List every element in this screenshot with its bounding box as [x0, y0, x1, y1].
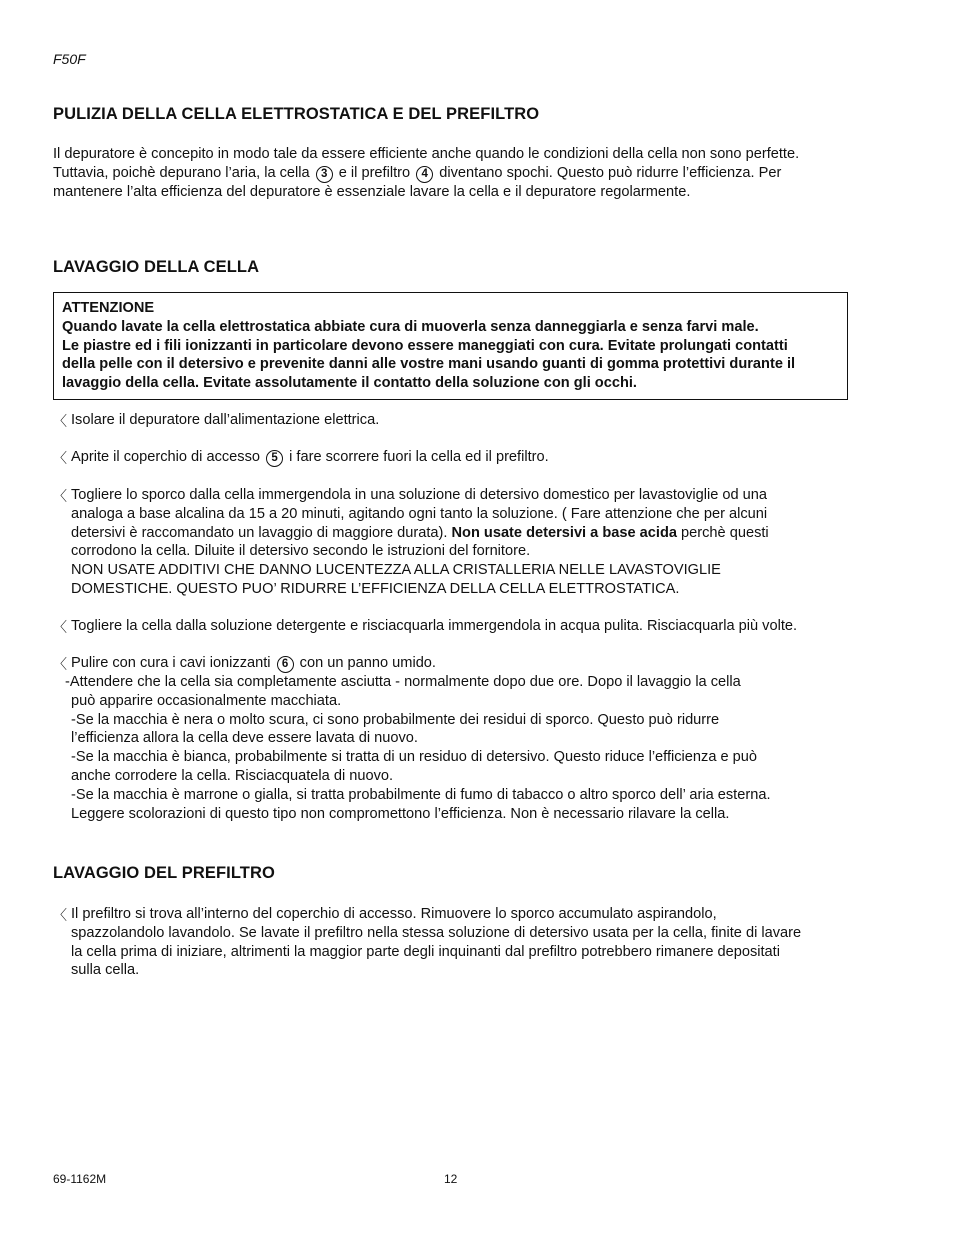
step-text: -Attendere che la cella sia completamente asciutta - normalmente dopo due ore. Dopo il lavaggio la cella: [65, 674, 741, 690]
step-text-part: Pulire con cura i cavi ionizzanti: [71, 655, 271, 671]
step-text: analoga a base alcalina da 15 a 20 minuti, agitando ogni tanto la soluzione. ( Fare attenzione che per alcuni: [71, 505, 768, 522]
prefilter-paragraph: [71, 905, 861, 980]
step-text-bold: Non usate detersivi a base acida: [451, 524, 677, 541]
warning-line: Le piastre ed i fili ionizzanti in particolare devono essere maneggiati con cura. Evitate prolungati contatti: [62, 337, 788, 354]
bullet-icon: 〈: [53, 450, 67, 466]
section-title-cleaning: PULIZIA DELLA CELLA ELETTROSTATICA E DEL PREFILTRO: [53, 105, 540, 123]
prefilter-line: spazzolandolo lavandolo. Se lavate il prefiltro nella stessa soluzione di detersivo usata per la cella, finite di lavare: [71, 924, 802, 941]
step-text: può apparire occasionalmente macchiata.: [71, 692, 342, 709]
model-name: F50F: [53, 51, 86, 67]
part-number-6: 6: [277, 656, 294, 673]
page-number: 12: [444, 1172, 458, 1186]
step-text: corrodono la cella. Diluite il detersivo secondo le istruzioni del fornitore.: [71, 543, 531, 560]
intro-line: [53, 164, 853, 183]
step-1: [71, 411, 861, 430]
intro-paragraph: [53, 145, 853, 202]
intro-text: diventano spochi. Questo può ridurre l’efficienza. Per: [439, 164, 782, 181]
step-text: -Se la macchia è marrone o gialla, si tratta probabilmente di fumo di tabacco o altro sporco dell’ aria esterna.: [71, 786, 771, 803]
step-text: [71, 524, 861, 543]
step-text-part: detersivi è raccomandato un lavaggio di maggiore durata).: [71, 524, 448, 541]
document-number: 69-1162M: [53, 1172, 107, 1186]
prefilter-line: sulla cella.: [71, 962, 140, 979]
bullet-icon: 〈: [53, 907, 67, 923]
warning-box: [53, 292, 848, 400]
step-text-part: con un panno umido.: [299, 655, 436, 671]
bullet-icon: 〈: [53, 656, 67, 672]
section-title-prefilter: LAVAGGIO DEL PREFILTRO: [53, 864, 275, 882]
step-5: [64, 654, 854, 823]
warning-line: Quando lavate la cella elettrostatica abbiate cura di muoverla senza danneggiarla e senza farvi male.: [62, 318, 759, 335]
step-2: [71, 448, 861, 467]
intro-line: mantenere l’alta efficienza del depuratore è essenziale lavare la cella e il depuratore regolarmente.: [53, 183, 691, 200]
part-number-4: 4: [416, 166, 433, 183]
step-text: -Se la macchia è nera o molto scura, ci sono probabilmente dei residui di sporco. Questo può ridurre: [71, 711, 720, 728]
part-number-5: 5: [266, 450, 283, 467]
step-text-part: i fare scorrere fuori la cella ed il prefiltro.: [289, 449, 549, 465]
section-title-cell-washing: LAVAGGIO DELLA CELLA: [53, 258, 260, 276]
step-text: [64, 654, 854, 673]
warning-line: della pelle con il detersivo e prevenite danni alle vostre mani usando guanti di gomma protettivi durante il: [62, 356, 796, 373]
step-text-part: perchè questi: [681, 524, 769, 541]
warning-heading: ATTENZIONE: [62, 300, 155, 316]
step-text: Togliere la cella dalla soluzione detergente e risciacquarla immergendola in acqua pulita. Risciacquarla più volte.: [71, 618, 798, 634]
warning-line: lavaggio della cella. Evitate assolutamente il contatto della soluzione con gli occhi.: [62, 375, 637, 392]
step-text: -Se la macchia è bianca, probabilmente si tratta di un residuo di detersivo. Questo riduce l’efficienza e può: [71, 749, 758, 766]
step-text: anche corrodere la cella. Risciacquatela di nuovo.: [71, 767, 394, 784]
step-text: [71, 448, 861, 467]
part-number-3: 3: [316, 166, 333, 183]
bullet-icon: 〈: [53, 488, 67, 504]
step-text: l’efficienza allora la cella deve essere lavata di nuovo.: [71, 730, 418, 747]
bullet-icon: 〈: [53, 413, 67, 429]
intro-text: e il prefiltro: [338, 164, 411, 181]
prefilter-line: la cella prima di iniziare, altrimenti la maggior parte degli inquinanti dal prefiltro potrebbero rimanere depositati: [71, 943, 780, 960]
step-text: Togliere lo sporco dalla cella immergendola in una soluzione di detersivo domestico per lavastoviglie od una: [71, 487, 768, 503]
prefilter-line: Il prefiltro si trova all’interno del coperchio di accesso. Rimuovere lo sporco accumulato aspirandolo,: [71, 906, 717, 922]
intro-line: Il depuratore è concepito in modo tale da essere efficiente anche quando le condizioni della cella non sono perfette.: [53, 146, 800, 162]
step-3: [71, 486, 861, 599]
intro-text: Tuttavia, poichè depurano l’aria, la cella: [53, 164, 310, 181]
step-4: [71, 617, 861, 636]
step-text-part: Aprite il coperchio di accesso: [71, 449, 260, 465]
bullet-icon: 〈: [53, 619, 67, 635]
step-text: DOMESTICHE. QUESTO PUO’ RIDURRE L’EFFICIENZA DELLA CELLA ELETTROSTATICA.: [71, 580, 680, 597]
step-text: Isolare il depuratore dall’alimentazione elettrica.: [71, 412, 380, 428]
step-text: Leggere scolorazioni di questo tipo non compromettono l’efficienza. Non è necessario rilavare la cella.: [71, 805, 730, 822]
step-text: NON USATE ADDITIVI CHE DANNO LUCENTEZZA ALLA CRISTALLERIA NELLE LAVASTOVIGLIE: [71, 562, 721, 579]
